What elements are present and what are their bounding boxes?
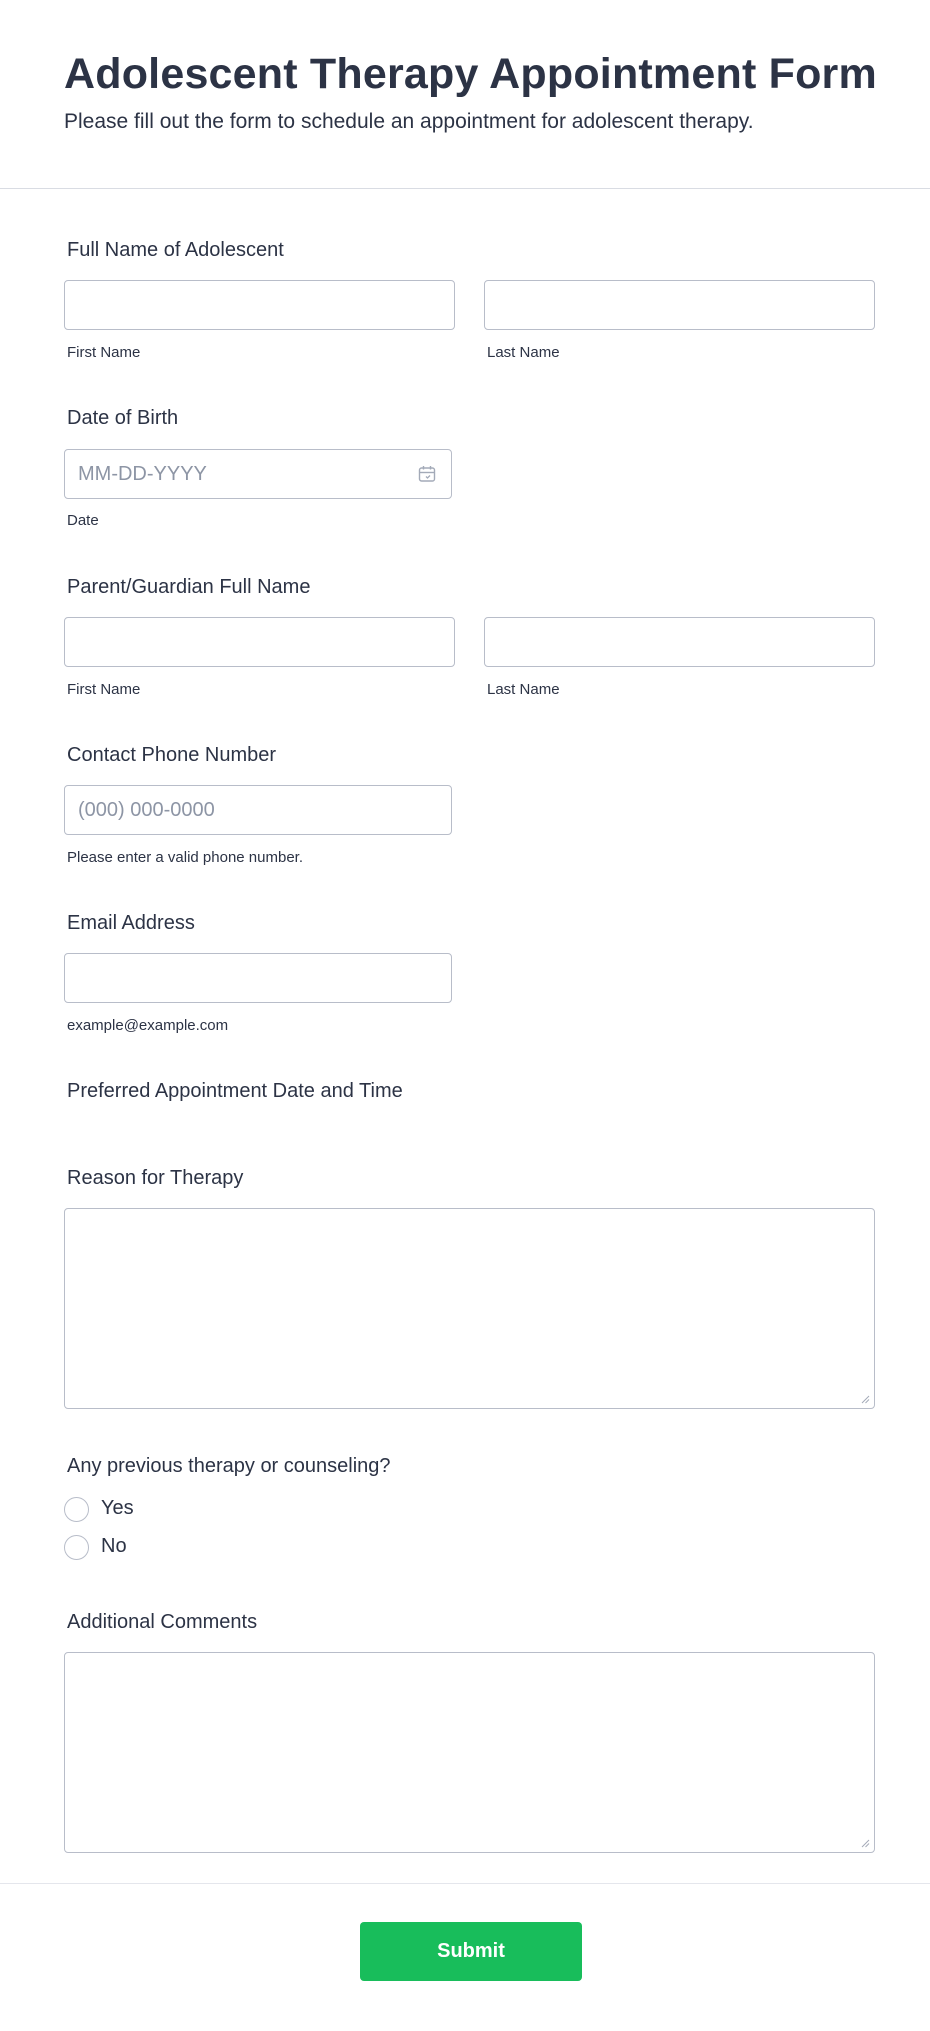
comments-label: Additional Comments — [67, 1611, 258, 1633]
previous-therapy-label: Any previous therapy or counseling? — [67, 1455, 391, 1477]
resize-handle-icon[interactable] — [860, 1394, 870, 1404]
resize-handle-icon[interactable] — [860, 1838, 870, 1848]
guardian-first-name-sublabel: First Name — [67, 681, 141, 698]
radio-yes-label[interactable]: Yes — [101, 1497, 134, 1519]
guardian-name-label: Parent/Guardian Full Name — [67, 576, 311, 598]
dob-label: Date of Birth — [67, 407, 179, 429]
email-sublabel: example@example.com — [67, 1017, 229, 1034]
dob-input[interactable] — [64, 449, 452, 499]
adolescent-last-name-sublabel: Last Name — [487, 344, 560, 361]
form-subtitle: Please fill out the form to schedule an appointment for adolescent therapy. — [64, 110, 754, 133]
adolescent-name-label: Full Name of Adolescent — [67, 239, 284, 261]
radio-no-label[interactable]: No — [101, 1535, 127, 1557]
footer-divider — [0, 1883, 930, 1884]
phone-input[interactable] — [64, 785, 452, 835]
reason-textarea[interactable] — [64, 1208, 875, 1409]
dob-sublabel: Date — [67, 512, 99, 529]
guardian-last-name-input[interactable] — [484, 617, 875, 667]
adolescent-first-name-input[interactable] — [64, 280, 455, 330]
phone-sublabel: Please enter a valid phone number. — [67, 849, 303, 866]
appointment-label: Preferred Appointment Date and Time — [67, 1080, 403, 1102]
radio-no[interactable] — [64, 1535, 89, 1560]
form-title: Adolescent Therapy Appointment Form — [64, 50, 877, 98]
guardian-first-name-input[interactable] — [64, 617, 455, 667]
email-input[interactable] — [64, 953, 452, 1003]
reason-label: Reason for Therapy — [67, 1167, 244, 1189]
comments-textarea[interactable] — [64, 1652, 875, 1853]
phone-label: Contact Phone Number — [67, 744, 277, 766]
email-label: Email Address — [67, 912, 195, 934]
adolescent-last-name-input[interactable] — [484, 280, 875, 330]
radio-yes[interactable] — [64, 1497, 89, 1522]
phone-placeholder: (000) 000-0000 — [78, 799, 215, 821]
guardian-last-name-sublabel: Last Name — [487, 681, 560, 698]
submit-button[interactable]: Submit — [360, 1922, 582, 1981]
dob-placeholder: MM-DD-YYYY — [78, 463, 207, 485]
adolescent-first-name-sublabel: First Name — [67, 344, 141, 361]
calendar-icon[interactable] — [417, 464, 437, 484]
form-header — [0, 0, 930, 189]
